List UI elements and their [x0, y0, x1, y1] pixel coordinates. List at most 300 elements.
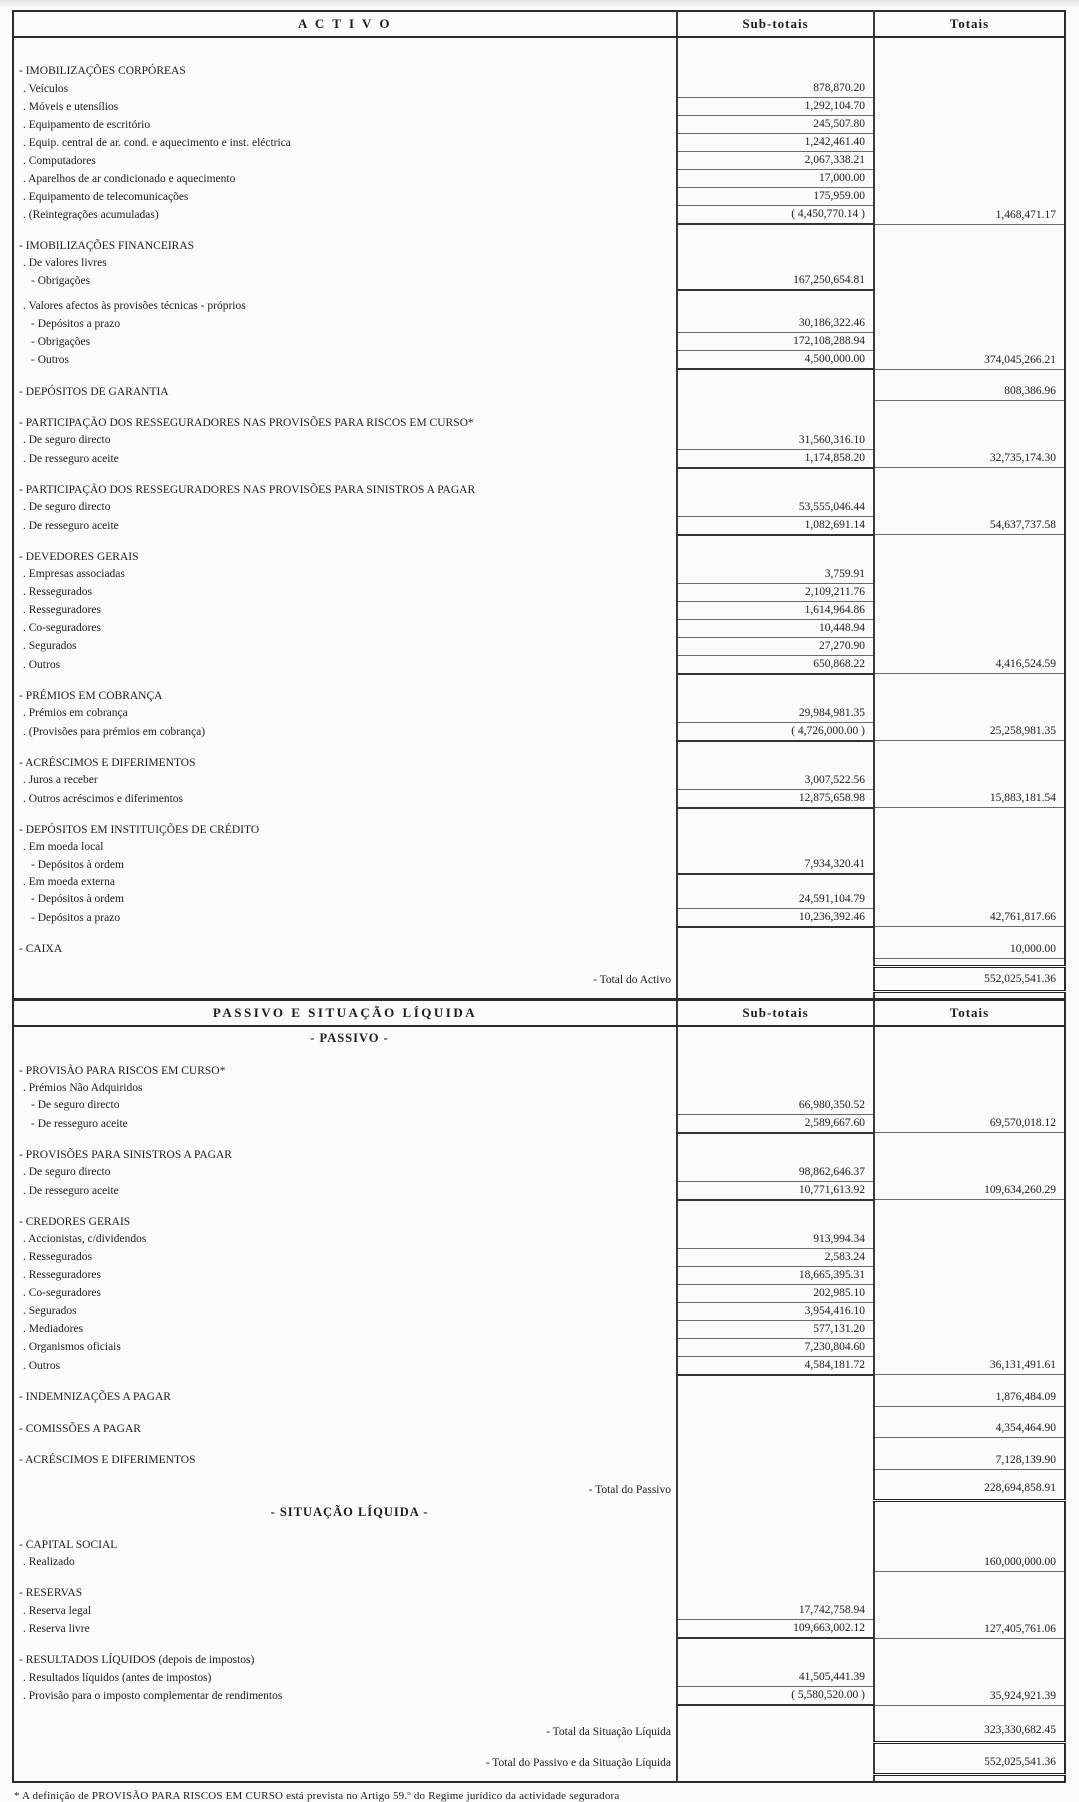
subtotal-cell: 3,954,416.10: [677, 1302, 874, 1320]
subtotal-cell: 245,507.80: [677, 116, 874, 134]
total-cell: 1,876,484.09: [874, 1389, 1065, 1407]
account-item-row: [13, 98, 1065, 116]
account-item-row: [13, 619, 1065, 637]
subtotal-cell: [677, 1751, 874, 1775]
subtotal-cell: [677, 1026, 874, 1049]
label-cell: [13, 1571, 677, 1585]
account-label: - ACRÉSCIMOS E DIFERIMENTOS: [19, 1454, 196, 1466]
total-cell: 15,883,181.54: [874, 789, 1065, 808]
total-row: [13, 1719, 1065, 1743]
account-label: . Co-seguradores: [23, 622, 101, 634]
subtotal-cell: [677, 290, 874, 298]
account-section-row: [13, 1652, 1065, 1669]
total-cell: [874, 1537, 1065, 1554]
subtotal-cell: [677, 1063, 874, 1080]
subtotal-cell: 17,742,758.94: [677, 1602, 874, 1620]
subtotal-cell: [677, 755, 874, 772]
account-item-row: [13, 908, 1065, 927]
spacer-row: [13, 1743, 1065, 1751]
account-label: - Depósitos à ordem: [31, 893, 124, 905]
total-cell: [874, 1523, 1065, 1537]
balance-sheet-table: [12, 10, 1066, 1783]
account-item-row: [13, 583, 1065, 601]
spacer-row: [13, 741, 1065, 755]
spacer-row: [13, 1774, 1065, 1782]
subtotal-cell: 30,186,322.46: [677, 315, 874, 333]
total-cell: [874, 674, 1065, 688]
subtotal-cell: 202,985.10: [677, 1284, 874, 1302]
subtotal-cell: [677, 991, 874, 999]
account-label: - CREDORES GERAIS: [19, 1215, 131, 1228]
subtotal-cell: [677, 401, 874, 415]
subtotal-cell: 1,174,858.20: [677, 449, 874, 468]
account-item-row: [13, 772, 1065, 790]
account-label: . Prémios Não Adquiridos: [23, 1081, 143, 1094]
account-item-row: [13, 1097, 1065, 1115]
account-label: . Resseguradores: [23, 604, 101, 616]
total-cell: [874, 170, 1065, 188]
subtotal-cell: 10,236,392.46: [677, 908, 874, 927]
total-cell: 36,131,491.61: [874, 1356, 1065, 1375]
total-cell: [874, 499, 1065, 517]
account-item-row: [13, 874, 1065, 891]
account-item-row: [13, 116, 1065, 134]
subtotal-cell: [677, 941, 874, 959]
account-label: - Obrigações: [31, 275, 91, 287]
account-label: - PARTICIPAÇÃO DOS RESSEGURADORES NAS PROVISÕES PARA RISCOS EM CURSO*: [19, 416, 474, 429]
account-item-row: [13, 789, 1065, 808]
account-section-row: [13, 415, 1065, 432]
account-label: - De seguro directo: [31, 1099, 120, 1111]
subtotal-cell: 24,591,104.79: [677, 891, 874, 909]
account-item-row: [13, 206, 1065, 225]
label-cell: [13, 369, 677, 383]
spacer-row: [13, 468, 1065, 482]
account-label: - Depósitos à ordem: [31, 858, 124, 871]
total-cell: [874, 1406, 1065, 1420]
spacer-row: [13, 224, 1065, 238]
account-label: . Segurados: [23, 640, 77, 652]
spacer-row: [13, 1133, 1065, 1147]
total-cell: [874, 432, 1065, 450]
subtotal-cell: [677, 1389, 874, 1407]
total-cell: [874, 1063, 1065, 1080]
account-label: . Equip. central de ar. cond. e aquecimento e inst. eléctrica: [23, 136, 291, 149]
account-item-row: [13, 1620, 1065, 1639]
subtotal-cell: 4,584,181.72: [677, 1356, 874, 1375]
spacer-row: [13, 1523, 1065, 1537]
total-cell: [874, 290, 1065, 298]
total-cell: 10,000.00: [874, 941, 1065, 959]
account-label: - ACRÉSCIMOS E DIFERIMENTOS: [19, 756, 196, 769]
total-cell: [874, 238, 1065, 255]
subtotal-cell: [677, 1049, 874, 1063]
account-item-row: [13, 134, 1065, 152]
account-label: . (Provisões para prémios em cobrança): [23, 725, 206, 738]
total-cell: [874, 116, 1065, 134]
spacer-row: [13, 808, 1065, 822]
subtotal-cell: 2,583.24: [677, 1248, 874, 1266]
account-item-row: [13, 432, 1065, 450]
subtotal-cell: [677, 224, 874, 238]
total-cell: [874, 1164, 1065, 1182]
total-label: - Total do Passivo: [588, 1483, 671, 1496]
account-label: . Outros: [23, 658, 61, 671]
total-cell: [874, 1743, 1065, 1751]
spacer-row: [13, 1375, 1065, 1389]
account-item-row: [13, 856, 1065, 874]
total-cell: [874, 991, 1065, 999]
subtotal-cell: ( 4,726,000.00 ): [677, 722, 874, 741]
subtotal-cell: [677, 1147, 874, 1164]
total-cell: [874, 1320, 1065, 1338]
account-label: . Juros a receber: [23, 774, 98, 786]
subtotal-cell: 109,663,002.12: [677, 1620, 874, 1639]
spacer-row: [13, 369, 1065, 383]
account-section-row: [13, 1063, 1065, 1080]
account-item-row: [13, 1554, 1065, 1572]
total-cell: [874, 1231, 1065, 1249]
subtotal-cell: [677, 688, 874, 705]
spacer-row: [13, 1705, 1065, 1719]
account-label: . Equipamento de escritório: [23, 118, 151, 131]
total-cell: 4,416,524.59: [874, 655, 1065, 674]
total-cell: 32,735,174.30: [874, 449, 1065, 468]
account-item-row: [13, 891, 1065, 909]
subtotal-cell: [677, 1133, 874, 1147]
subtotal-cell: [677, 549, 874, 566]
subtotal-cell: 172,108,288.94: [677, 333, 874, 351]
subtotal-cell: 3,007,522.56: [677, 772, 874, 790]
total-cell: [874, 1774, 1065, 1782]
subtotal-cell: [677, 1200, 874, 1214]
label-cell: [13, 958, 677, 966]
account-section-row: [13, 822, 1065, 839]
total-cell: 4,354,464.90: [874, 1420, 1065, 1438]
account-label: . De seguro directo: [23, 501, 111, 513]
subtotal-cell: 913,994.34: [677, 1231, 874, 1249]
subtotals-column-header: Sub-totais: [677, 11, 874, 37]
label-cell: [13, 37, 677, 63]
spacer-row: [13, 1571, 1065, 1585]
total-cell: [874, 601, 1065, 619]
account-label: - CAPITAL SOCIAL: [19, 1538, 118, 1551]
label-cell: [13, 991, 677, 999]
total-cell: [874, 152, 1065, 170]
subtotal-cell: [677, 1719, 874, 1743]
subtotal-cell: 175,959.00: [677, 188, 874, 206]
total-cell: [874, 755, 1065, 772]
label-cell: [13, 468, 677, 482]
label-cell: [13, 224, 677, 238]
spacer-row: [13, 1200, 1065, 1214]
subtotal-cell: [677, 255, 874, 272]
subtotal-cell: 878,870.20: [677, 80, 874, 98]
account-label: . De resseguro aceite: [23, 1184, 119, 1197]
subtotal-cell: 2,109,211.76: [677, 583, 874, 601]
label-cell: [13, 1049, 677, 1063]
account-label: . Equipamento de telecomunicações: [23, 190, 189, 203]
account-label: - RESULTADOS LÍQUIDOS (depois de impostos): [19, 1654, 255, 1666]
subtotal-cell: 1,242,461.40: [677, 134, 874, 152]
total-cell: 323,330,682.45: [874, 1719, 1065, 1743]
total-cell: 1,468,471.17: [874, 206, 1065, 225]
subtotal-cell: 12,875,658.98: [677, 789, 874, 808]
account-item-row: [13, 601, 1065, 619]
account-item-row: [13, 152, 1065, 170]
total-cell: [874, 1147, 1065, 1164]
account-section-row: [13, 1585, 1065, 1602]
account-label: - Depósitos a prazo: [31, 317, 121, 330]
subtotal-cell: ( 4,450,770.14 ): [677, 206, 874, 225]
subtotal-cell: 1,292,104.70: [677, 98, 874, 116]
balance-sheet-body: [13, 11, 1065, 1782]
account-label: . Veículos: [23, 82, 69, 95]
account-label: . Em moeda externa: [23, 875, 115, 888]
subtotal-cell: [677, 1438, 874, 1452]
label-cell: [13, 1743, 677, 1751]
totals-column-header: Totais: [874, 11, 1065, 37]
spacer-row: [13, 1049, 1065, 1063]
subtotal-cell: [677, 927, 874, 941]
total-cell: 228,694,858.91: [874, 1477, 1065, 1501]
label-cell: [13, 1438, 677, 1452]
account-item-row: [13, 80, 1065, 98]
spacer-row: [13, 1406, 1065, 1420]
account-label: . Outros acréscimos e diferimentos: [23, 792, 183, 805]
label-cell: [13, 401, 677, 415]
subtotal-cell: [677, 1571, 874, 1585]
total-cell: [874, 839, 1065, 856]
account-label: - Depósitos a prazo: [31, 911, 121, 924]
account-item-row: [13, 449, 1065, 468]
total-cell: 54,637,737.58: [874, 516, 1065, 535]
account-label: . Resseguradores: [23, 1269, 101, 1281]
account-label: . Accionistas, c/dividendos: [23, 1233, 147, 1245]
account-label: . Ressegurados: [23, 1251, 92, 1263]
total-cell: [874, 1375, 1065, 1389]
subtotal-cell: [677, 741, 874, 755]
subtotal-cell: 18,665,395.31: [677, 1266, 874, 1284]
subtotal-cell: [677, 874, 874, 891]
subtotal-cell: 1,082,691.14: [677, 516, 874, 535]
total-cell: [874, 856, 1065, 874]
subtotal-cell: [677, 369, 874, 383]
total-cell: [874, 874, 1065, 891]
account-label: . Prémios em cobrança: [23, 707, 128, 719]
subtotal-cell: 41,505,441.39: [677, 1669, 874, 1687]
account-label: . (Reintegrações acumuladas): [23, 209, 159, 221]
total-cell: 552,025,541.36: [874, 1751, 1065, 1775]
account-item-row: [13, 655, 1065, 674]
subtotal-cell: [677, 1420, 874, 1438]
subtotal-cell: [677, 63, 874, 80]
total-cell: [874, 298, 1065, 315]
total-cell: 35,924,921.39: [874, 1687, 1065, 1706]
account-item-row: [13, 1114, 1065, 1133]
spacer-row: [13, 290, 1065, 298]
subtotal-cell: 10,448.94: [677, 619, 874, 637]
account-label: - PARTICIPAÇÃO DOS RESSEGURADORES NAS PROVISÕES PARA SINISTROS A PAGAR: [19, 483, 476, 496]
account-item-row: [13, 1338, 1065, 1356]
total-cell: 69,570,018.12: [874, 1114, 1065, 1133]
subtotal-cell: [677, 1537, 874, 1554]
total-cell: 374,045,266.21: [874, 351, 1065, 370]
total-cell: [874, 255, 1065, 272]
subtotal-cell: [677, 1469, 874, 1477]
total-cell: 109,634,260.29: [874, 1181, 1065, 1200]
label-cell: [13, 1705, 677, 1719]
account-item-row: [13, 1669, 1065, 1687]
total-label: - Total do Passivo e da Situação Líquida: [485, 1757, 671, 1769]
total-cell: [874, 315, 1065, 333]
total-cell: 160,000,000.00: [874, 1554, 1065, 1572]
account-section-row: [13, 755, 1065, 772]
account-section-row: [13, 1420, 1065, 1438]
account-label: . Organismos oficiais: [23, 1341, 121, 1353]
account-item-row: [13, 1164, 1065, 1182]
total-cell: [874, 637, 1065, 655]
account-section-row: [13, 238, 1065, 255]
account-item-row: [13, 1356, 1065, 1375]
account-item-row: [13, 1602, 1065, 1620]
total-cell: [874, 1638, 1065, 1652]
account-label: . De resseguro aceite: [23, 519, 119, 532]
account-label: . Reserva legal: [23, 1604, 92, 1617]
total-cell: [874, 224, 1065, 238]
subtotal-cell: [677, 1080, 874, 1097]
account-label: - DEPÓSITOS EM INSTITUIÇÕES DE CRÉDITO: [19, 823, 260, 836]
total-cell: [874, 583, 1065, 601]
subtotal-cell: [677, 1705, 874, 1719]
account-label: . Co-seguradores: [23, 1287, 101, 1299]
total-cell: [874, 1200, 1065, 1214]
account-item-row: [13, 637, 1065, 655]
subtotal-cell: [677, 1375, 874, 1389]
total-cell: [874, 134, 1065, 152]
total-cell: [874, 63, 1065, 80]
account-item-row: [13, 1284, 1065, 1302]
account-item-row: [13, 1181, 1065, 1200]
total-cell: [874, 772, 1065, 790]
footnote: * A definição de PROVISÃO PARA RISCOS EM CURSO está prevista no Artigo 59.º do Regime jurídico da actividade seguradora: [14, 1790, 620, 1802]
account-item-row: [13, 272, 1065, 290]
subtotal-cell: 2,067,338.21: [677, 152, 874, 170]
account-label: - SITUAÇÃO LÍQUIDA -: [270, 1504, 429, 1519]
account-label: - De resseguro aceite: [31, 1117, 128, 1130]
account-section-row: [13, 549, 1065, 566]
account-label: - PROVISÕES PARA SINISTROS A PAGAR: [19, 1148, 232, 1161]
subtotal-cell: [677, 1452, 874, 1470]
subtotal-cell: [677, 482, 874, 499]
total-cell: [874, 1438, 1065, 1452]
subtotal-cell: [677, 822, 874, 839]
total-cell: 42,761,817.66: [874, 908, 1065, 927]
section-title: PASSIVO E SITUAÇÃO LÍQUIDA: [13, 999, 677, 1026]
subtotal-cell: [677, 1214, 874, 1231]
subtotal-cell: [677, 1477, 874, 1501]
subtotal-cell: [677, 1774, 874, 1782]
label-cell: [13, 1406, 677, 1420]
subtotal-cell: [677, 839, 874, 856]
account-label: . Computadores: [23, 154, 96, 167]
account-item-row: [13, 255, 1065, 272]
total-cell: 808,386.96: [874, 383, 1065, 401]
account-item-row: [13, 722, 1065, 741]
spacer-row: [13, 927, 1065, 941]
account-label: - Outros: [31, 354, 70, 366]
subtotal-cell: [677, 966, 874, 991]
total-cell: [874, 1049, 1065, 1063]
total-cell: [874, 333, 1065, 351]
total-cell: [874, 1026, 1065, 1049]
total-cell: [874, 98, 1065, 116]
total-cell: [874, 415, 1065, 432]
total-cell: [874, 1302, 1065, 1320]
total-cell: 7,128,139.90: [874, 1452, 1065, 1470]
account-label: - INDEMNIZAÇÕES A PAGAR: [19, 1391, 171, 1403]
subtotal-cell: 3,759.91: [677, 566, 874, 584]
total-cell: [874, 927, 1065, 941]
account-item-row: [13, 1302, 1065, 1320]
subtotal-cell: 167,250,654.81: [677, 272, 874, 290]
subtotal-cell: 98,862,646.37: [677, 1164, 874, 1182]
subtotal-cell: [677, 1638, 874, 1652]
account-label: - Obrigações: [31, 335, 91, 348]
subtotal-cell: [677, 808, 874, 822]
subtotal-cell: 7,934,320.41: [677, 856, 874, 874]
subtotal-cell: [677, 383, 874, 401]
subtotal-cell: 17,000.00: [677, 170, 874, 188]
account-label: . Segurados: [23, 1305, 77, 1317]
label-cell: [13, 1774, 677, 1782]
account-item-row: [13, 499, 1065, 517]
total-cell: [874, 188, 1065, 206]
subtotal-cell: 1,614,964.86: [677, 601, 874, 619]
account-item-row: [13, 566, 1065, 584]
total-label: - Total do Activo: [593, 974, 671, 986]
subtotal-cell: 4,500,000.00: [677, 351, 874, 370]
group-title-row: [13, 1501, 1065, 1523]
section-header-row: [13, 999, 1065, 1026]
account-item-row: [13, 315, 1065, 333]
subtotal-cell: 577,131.20: [677, 1320, 874, 1338]
account-item-row: [13, 188, 1065, 206]
account-item-row: [13, 1687, 1065, 1706]
total-cell: [874, 1669, 1065, 1687]
total-cell: [874, 1214, 1065, 1231]
account-section-row: [13, 1147, 1065, 1164]
account-item-row: [13, 1231, 1065, 1249]
account-label: . Resultados líquidos (antes de impostos): [23, 1671, 212, 1684]
spacer-row: [13, 958, 1065, 966]
total-cell: [874, 808, 1065, 822]
spacer-row: [13, 37, 1065, 63]
subtotal-cell: [677, 1406, 874, 1420]
account-section-row: [13, 1452, 1065, 1470]
account-item-row: [13, 170, 1065, 188]
total-cell: [874, 1266, 1065, 1284]
total-cell: [874, 705, 1065, 723]
total-cell: [874, 549, 1065, 566]
account-section-row: [13, 1389, 1065, 1407]
subtotal-cell: [677, 1743, 874, 1751]
spacer-row: [13, 991, 1065, 999]
total-cell: [874, 1284, 1065, 1302]
account-section-row: [13, 383, 1065, 401]
account-label: - PRÉMIOS EM COBRANÇA: [19, 689, 163, 702]
total-cell: [874, 1469, 1065, 1477]
